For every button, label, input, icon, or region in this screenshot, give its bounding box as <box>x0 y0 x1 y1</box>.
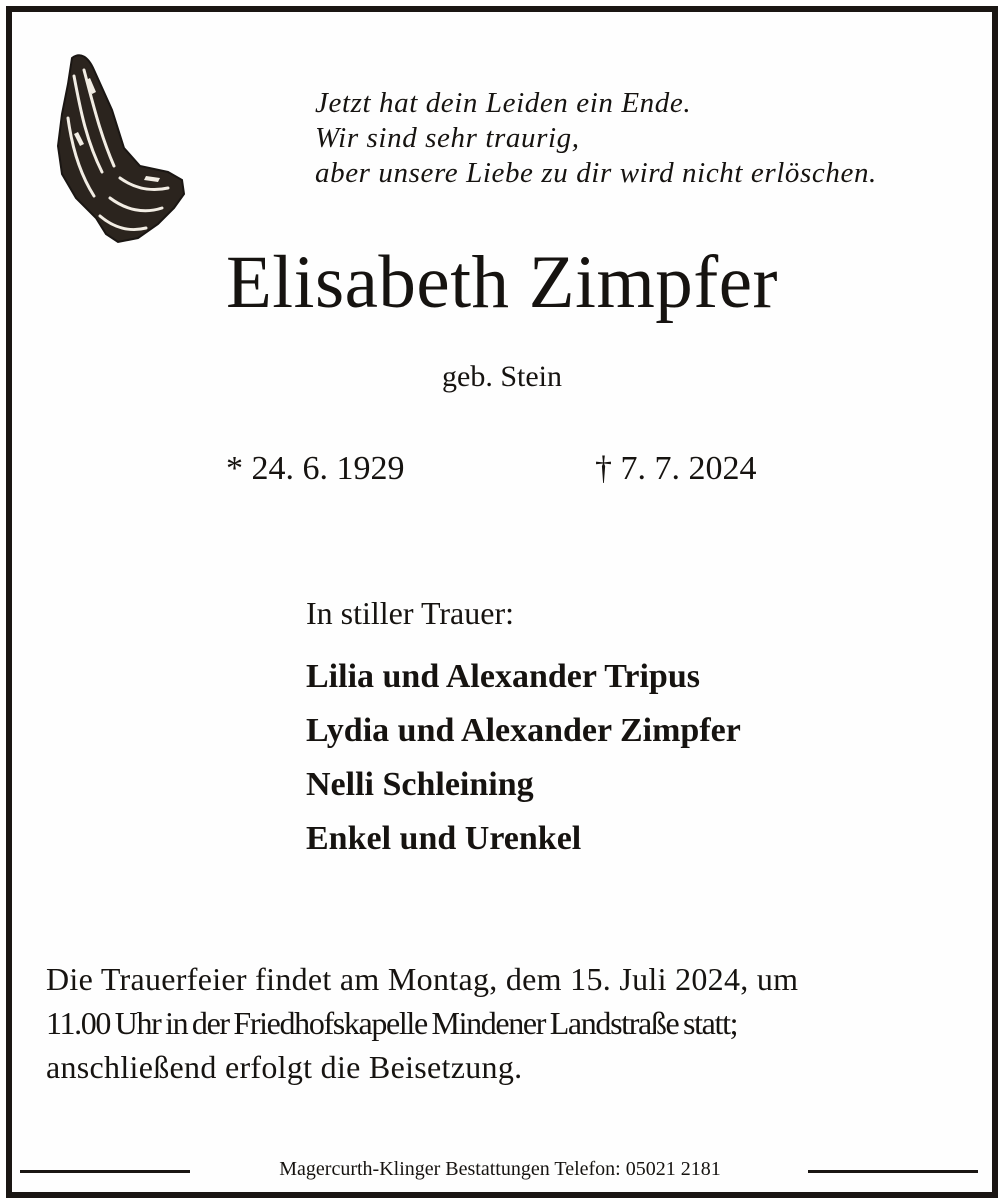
memorial-poem <box>315 86 877 191</box>
mourner-name: Enkel und Urenkel <box>306 820 582 857</box>
praying-hands-icon <box>50 48 188 248</box>
mourners-intro: In stiller Trauer: <box>306 595 514 631</box>
mourners-list <box>306 650 741 866</box>
undertaker-footer: Magercurth-Klinger Bestattungen Telefon: 05021 2181 <box>279 1158 721 1180</box>
maiden-name: geb. Stein <box>442 360 562 393</box>
service-line: anschließend erfolgt die Beisetzung. <box>46 1049 523 1085</box>
mourner-name: Nelli Schleining <box>306 766 534 803</box>
deceased-name: Elisabeth Zimpfer <box>225 241 779 324</box>
footer-divider-right <box>808 1170 978 1173</box>
poem-line: Jetzt hat dein Leiden ein Ende. <box>315 87 692 119</box>
service-line: Die Trauerfeier findet am Montag, dem 15. Juli 2024, um <box>46 961 799 997</box>
mourner-name: Lydia und Alexander Zimpfer <box>306 712 741 749</box>
death-date: † 7. 7. 2024 <box>595 450 757 487</box>
service-line: 11.00 Uhr in der Friedhofskapelle Mindener Landstraße statt; <box>46 1005 738 1041</box>
poem-line: Wir sind sehr traurig, <box>315 122 580 154</box>
birth-date: * 24. 6. 1929 <box>226 450 405 487</box>
funeral-service-notice <box>46 957 958 1089</box>
poem-line: aber unsere Liebe zu dir wird nicht erlöschen. <box>315 157 877 189</box>
footer-divider-left <box>20 1170 190 1173</box>
mourner-name: Lilia und Alexander Tripus <box>306 658 700 695</box>
